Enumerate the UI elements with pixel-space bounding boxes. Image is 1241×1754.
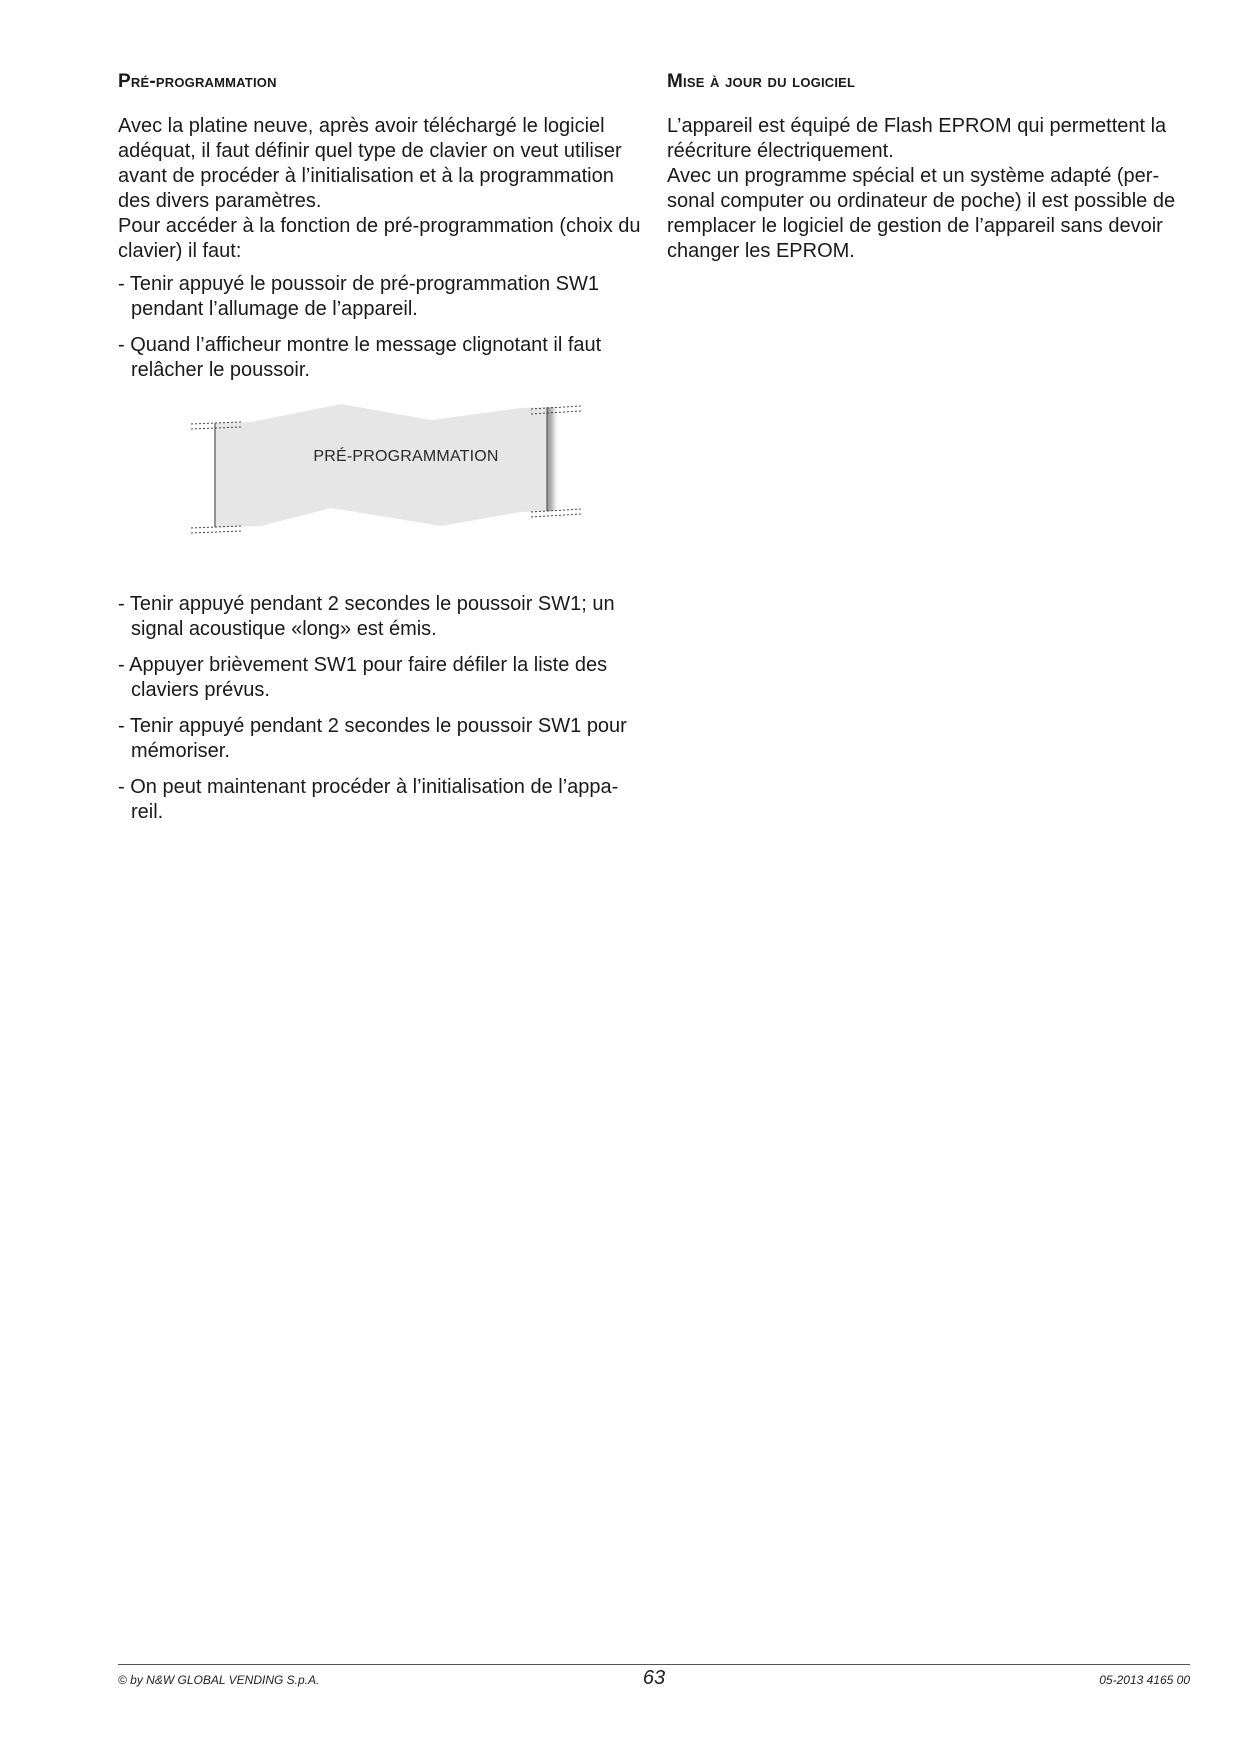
copyright-text: © by N&W GLOBAL VENDING S.p.A. <box>118 1673 320 1687</box>
document-code: 05-2013 4165 00 <box>1099 1673 1190 1687</box>
display-message: PRÉ-PROGRAMMATION <box>313 448 499 465</box>
steps-list-after <box>118 592 648 825</box>
list-item: - Quand l’afficheur montre le message clignotant il faut relâcher le poussoir. <box>118 333 648 383</box>
list-item: - Tenir appuyé pendant 2 secondes le poussoir SW1 pour mémoriser. <box>118 714 648 764</box>
list-item: - Tenir appuyé pendant 2 secondes le poussoir SW1; un signal acoustique «long» est émis. <box>118 592 648 642</box>
display-panel-graphic <box>191 394 591 564</box>
eprom-paragraph: L’appareil est équipé de Flash EPROM qui permettent la réécriture électriquement. <box>667 115 1167 162</box>
update-paragraph: Avec un programme spécial et un système adapté (per-sonal computer ou ordinateur de poche) il est possible de remplacer le logiciel de gestion de l’appareil sans devoir changer les EPROM. <box>667 165 1176 262</box>
intro-paragraph-access: Pour accéder à la fonction de pré-programmation (choix du clavier) il faut: <box>118 215 641 262</box>
list-item: - Appuyer brièvement SW1 pour faire défiler la liste des claviers prévus. <box>118 653 648 703</box>
section-title-mise-a-jour: Mise à jour du logiciel <box>667 71 856 92</box>
list-item: - On peut maintenant procéder à l’initialisation de l’appa-reil. <box>118 775 648 825</box>
page-number: 63 <box>642 1667 666 1689</box>
intro-paragraph: Avec la platine neuve, après avoir téléchargé le logiciel adéquat, il faut définir quel type de clavier on veut utiliser avant de procéder à l’initialisation et à la programmation des divers paramètres. <box>118 115 622 212</box>
section-title-pre-programmation: Pré-programmation <box>118 71 277 92</box>
display-illustration <box>191 394 591 564</box>
page-footer <box>118 1664 1190 1705</box>
steps-list-before <box>118 272 648 383</box>
left-column <box>118 64 648 836</box>
right-column <box>667 64 1197 264</box>
list-item: - Tenir appuyé le poussoir de pré-programmation SW1 pendant l’allumage de l’appareil. <box>118 272 648 322</box>
